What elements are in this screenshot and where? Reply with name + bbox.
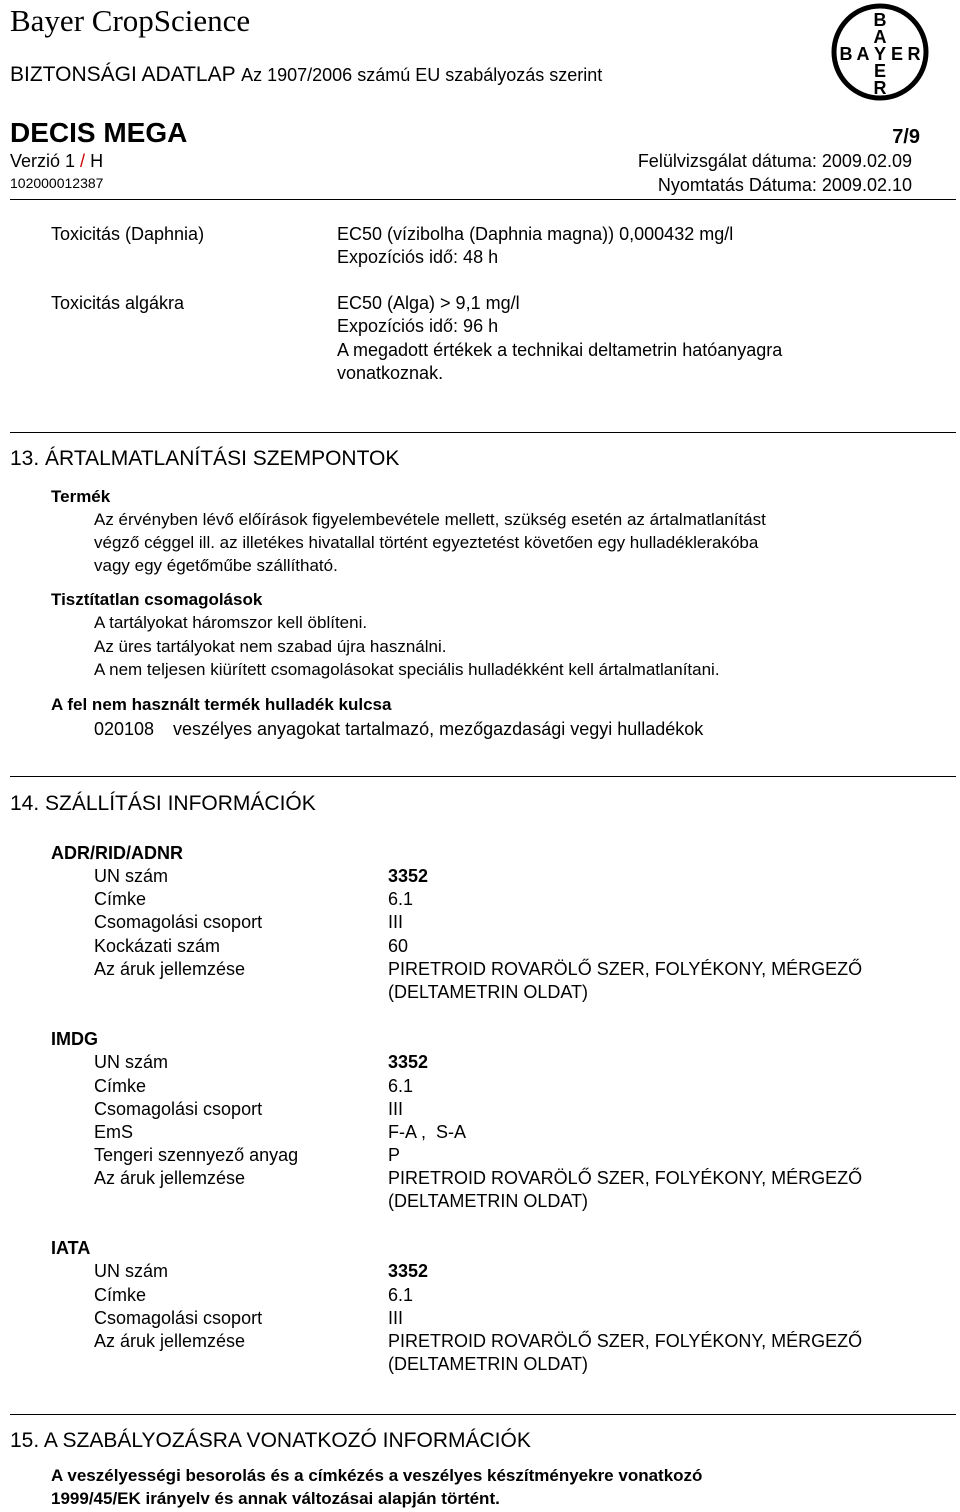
tox-daphnia-label: Toxicitás (Daphnia)	[51, 224, 205, 244]
adr-group-label: Csomagolási csoport	[94, 912, 263, 932]
tox-daphnia-exposure: Expozíciós idő: 48 h	[337, 247, 499, 267]
waste-key-text: veszélyes anyagokat tartalmazó, mezőgazdasági vegyi hulladékok	[173, 719, 704, 739]
section-14-divider	[10, 776, 956, 777]
imdg-un-value: 3352	[388, 1052, 429, 1072]
product-text-line-3: vagy egy égetőműbe szállítható.	[94, 556, 338, 575]
adr-un-label: UN szám	[94, 866, 169, 886]
tox-daphnia-value: EC50 (vízibolha (Daphnia magna)) 0,000432 mg/l	[337, 224, 734, 244]
logo-letter-e: E	[890, 44, 904, 64]
imdg-desc-line-2: (DELTAMETRIN OLDAT)	[388, 1191, 589, 1211]
imdg-group-value: III	[388, 1099, 404, 1119]
imdg-ems-value: F-A , S-A	[388, 1122, 467, 1142]
version-prefix: Verzió 1	[10, 151, 76, 171]
imdg-desc-line-1: PIRETROID ROVARÖLŐ SZER, FOLYÉKONY, MÉRGEZŐ	[388, 1168, 863, 1188]
document-title-main: BIZTONSÁGI ADATLAP	[10, 63, 236, 86]
product-text-line-2: végző céggel ill. az illetékes hivatallal történt egyeztetést követően egy hulladéklerakóba	[94, 533, 759, 552]
product-name: DECIS MEGA	[10, 117, 188, 148]
imdg-label-value: 6.1	[388, 1076, 414, 1096]
imdg-un-label: UN szám	[94, 1052, 169, 1072]
packaging-heading: Tisztítatlan csomagolások	[51, 590, 263, 609]
iata-group-value: III	[388, 1308, 404, 1328]
print-date: Nyomtatás Dátuma: 2009.02.10	[657, 175, 912, 195]
regulation-text-line-2: 1999/45/EK irányelv és annak változásai alapján történt.	[51, 1489, 500, 1508]
imdg-label-label: Címke	[94, 1076, 147, 1096]
adr-group-value: III	[388, 912, 404, 932]
adr-desc-line-2: (DELTAMETRIN OLDAT)	[388, 982, 589, 1002]
revision-date: Felülvizsgálat dátuma: 2009.02.09	[637, 151, 912, 171]
tox-algae-value: EC50 (Alga) > 9,1 mg/l	[337, 293, 520, 313]
iata-group-label: Csomagolási csoport	[94, 1308, 263, 1328]
adr-desc-label: Az áruk jellemzése	[94, 959, 246, 979]
section-15-divider	[10, 1414, 956, 1415]
bayer-logo	[830, 2, 930, 102]
packaging-text-line-3: A nem teljesen kiürített csomagolásokat speciális hulladékként kell ártalmatlanítani.	[94, 660, 720, 679]
logo-letter-r: R	[907, 44, 921, 64]
version-info	[10, 151, 103, 172]
regulation-reference: Az 1907/2006 számú EU szabályozás szerint	[241, 65, 603, 85]
section-13-title: 13. ÁRTALMATLANÍTÁSI SZEMPONTOK	[10, 447, 400, 470]
document-title	[10, 63, 602, 87]
imdg-heading: IMDG	[51, 1029, 98, 1049]
page-number: 7/9	[892, 126, 920, 148]
product-text-line-1: Az érvényben lévő előírások figyelembevétele mellett, szükség esetén az ártalmatlanítást	[94, 510, 766, 529]
logo-letter-b: B	[873, 10, 887, 30]
imdg-marine-value: P	[388, 1145, 401, 1165]
adr-hazard-label: Kockázati szám	[94, 936, 221, 956]
section-13-divider	[10, 432, 956, 433]
iata-desc-label: Az áruk jellemzése	[94, 1331, 246, 1351]
logo-letter-y: Y	[873, 44, 887, 64]
imdg-desc-label: Az áruk jellemzése	[94, 1168, 246, 1188]
adr-label-value: 6.1	[388, 889, 414, 909]
imdg-group-label: Csomagolási csoport	[94, 1099, 263, 1119]
waste-key-heading: A fel nem használt termék hulladék kulcsa	[51, 695, 392, 714]
tox-algae-label: Toxicitás algákra	[51, 293, 185, 313]
version-slash: /	[75, 151, 91, 171]
logo-letter-b2: B	[839, 44, 853, 64]
adr-un-value: 3352	[388, 866, 429, 886]
iata-un-value: 3352	[388, 1261, 429, 1281]
logo-letter-a2: A	[856, 44, 870, 64]
tox-note-line-1: A megadott értékek a technikai deltametrin hatóanyagra	[337, 340, 783, 360]
regulation-text-line-1: A veszélyességi besorolás és a címkézés a veszélyes készítményekre vonatkozó	[51, 1466, 703, 1485]
waste-key-code: 020108	[94, 719, 155, 739]
adr-desc-line-1: PIRETROID ROVARÖLŐ SZER, FOLYÉKONY, MÉRGEZŐ	[388, 959, 863, 979]
iata-label-label: Címke	[94, 1285, 147, 1305]
adr-heading: ADR/RID/ADNR	[51, 843, 183, 863]
material-code: 102000012387	[10, 175, 104, 191]
company-name: Bayer CropScience	[10, 3, 251, 38]
section-15-title: 15. A SZABÁLYOZÁSRA VONATKOZÓ INFORMÁCIÓK	[10, 1429, 531, 1452]
imdg-ems-label: EmS	[94, 1122, 134, 1142]
tox-algae-exposure: Expozíciós idő: 96 h	[337, 316, 499, 336]
iata-label-value: 6.1	[388, 1285, 414, 1305]
iata-desc-line-1: PIRETROID ROVARÖLŐ SZER, FOLYÉKONY, MÉRGEZŐ	[388, 1331, 863, 1351]
adr-hazard-value: 60	[388, 936, 409, 956]
logo-letter-r2: R	[873, 78, 887, 98]
iata-un-label: UN szám	[94, 1261, 169, 1281]
version-suffix: H	[90, 151, 104, 171]
section-14-title: 14. SZÁLLÍTÁSI INFORMÁCIÓK	[10, 792, 316, 815]
packaging-text-line-2: Az üres tartályokat nem szabad újra használni.	[94, 637, 447, 656]
iata-desc-line-2: (DELTAMETRIN OLDAT)	[388, 1354, 589, 1374]
imdg-marine-label: Tengeri szennyező anyag	[94, 1145, 299, 1165]
packaging-text-line-1: A tartályokat háromszor kell öblíteni.	[94, 613, 368, 632]
header-divider	[10, 199, 956, 200]
tox-note-line-2: vonatkoznak.	[337, 363, 444, 383]
iata-heading: IATA	[51, 1238, 91, 1258]
product-heading: Termék	[51, 487, 111, 506]
logo-letter-e2: E	[873, 61, 887, 81]
adr-label-label: Címke	[94, 889, 147, 909]
logo-letter-a: A	[873, 27, 887, 47]
